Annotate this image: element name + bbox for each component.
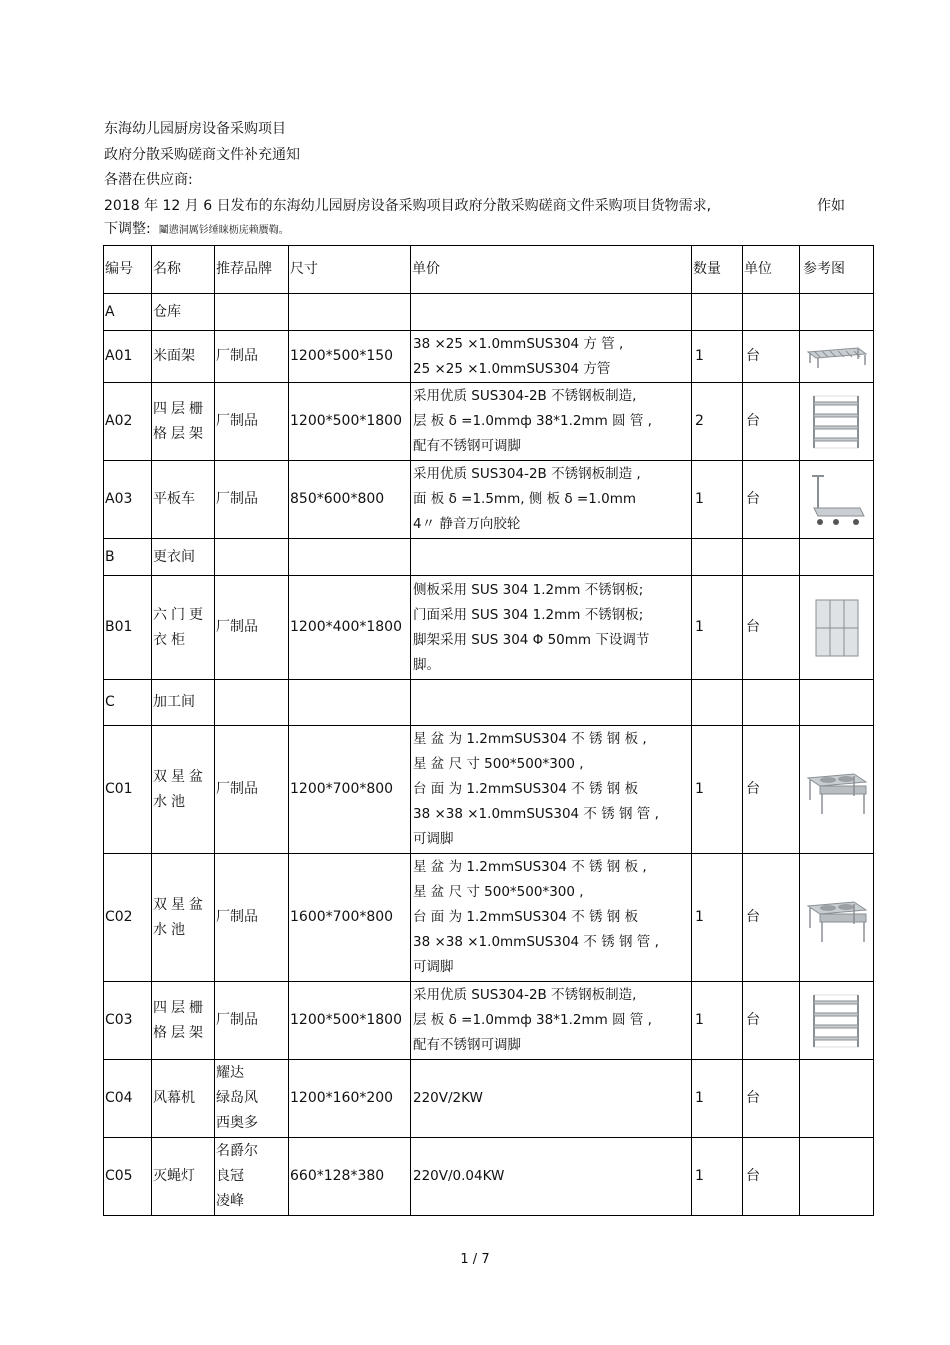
desc-line: 采用优质 SUS304-2B 不锈钢板制造, [413, 388, 637, 404]
cell-desc [411, 383, 692, 461]
table-header-row [104, 246, 874, 294]
desc-line: 可调脚 [413, 959, 454, 975]
cell-brand: 厂制品 [215, 982, 289, 1060]
page-number: 1 / 7 [460, 1252, 490, 1267]
desc-line: 层 板 δ =1.0mmф 38*1.2mm 圆 管 , [413, 1012, 652, 1028]
cell-qty: 1 [692, 331, 743, 383]
cell-desc [411, 1138, 692, 1216]
cell-id: C05 [104, 1138, 152, 1216]
cell-unit: 台 [743, 331, 800, 383]
cell-unit: 台 [743, 1138, 800, 1216]
desc-line: 脚架采用 SUS 304 Φ 50mm 下设调节 [413, 631, 650, 648]
cell-id: C04 [104, 1060, 152, 1138]
desc-line: 星 盆 尺 寸 500*500*300 , [413, 884, 584, 900]
cell-unit: 台 [743, 461, 800, 539]
desc-line: 侧板采用 SUS 304 1.2mm 不锈钢板; [413, 581, 644, 598]
cell-image [800, 982, 874, 1060]
cell-unit: 台 [743, 576, 800, 680]
cell-brand: 厂制品 [215, 854, 289, 982]
desc-line: 38 ×38 ×1.0mmSUS304 不 锈 钢 管 , [413, 806, 659, 822]
cell-image [800, 383, 874, 461]
cell-qty: 1 [692, 576, 743, 680]
header-cell: 名称 [152, 246, 215, 294]
cell-image [800, 1060, 874, 1138]
cell-unit: 台 [743, 1060, 800, 1138]
cell-id: C03 [104, 982, 152, 1060]
cell-qty: 2 [692, 383, 743, 461]
desc-line: 配有不锈钢可调脚 [413, 1037, 521, 1053]
table-row [104, 982, 874, 1060]
cell-qty: 1 [692, 1138, 743, 1216]
table-row [104, 294, 874, 331]
desc-line: 采用优质 SUS304-2B 不锈钢板制造, [413, 987, 637, 1003]
cell-qty: 1 [692, 726, 743, 854]
cell-desc [411, 680, 692, 726]
cell-size: 1200*500*1800 [289, 383, 411, 461]
cell-size: 1200*700*800 [289, 726, 411, 854]
cell-name: 双星盆水池 [152, 726, 215, 854]
cell-name: 仓库 [152, 294, 215, 331]
cell-unit: 台 [743, 982, 800, 1060]
cell-desc [411, 539, 692, 576]
cell-brand [215, 294, 289, 331]
shelf-icon [806, 392, 868, 452]
cell-desc [411, 331, 692, 383]
desc-line: 星 盆 为 1.2mmSUS304 不 锈 钢 板 , [413, 731, 647, 747]
cell-name: 风幕机 [152, 1060, 215, 1138]
cell-brand [215, 680, 289, 726]
cart-icon [806, 470, 868, 530]
table-row [104, 461, 874, 539]
cell-name: 平板车 [152, 461, 215, 539]
cell-size [289, 294, 411, 331]
cell-unit [743, 539, 800, 576]
desc-line: 门面采用 SUS 304 1.2mm 不锈钢板; [413, 606, 644, 623]
doc-title: 东海幼儿园厨房设备采购项目 [104, 121, 286, 137]
header-cell: 单价 [411, 246, 692, 294]
cell-name: 灭蝇灯 [152, 1138, 215, 1216]
cell-name: 双星盆水池 [152, 854, 215, 982]
cell-name: 加工间 [152, 680, 215, 726]
notice-text [104, 196, 848, 216]
cell-desc [411, 726, 692, 854]
sink-icon [806, 888, 868, 948]
desc-line: 25 ×25 ×1.0mmSUS304 方管 [413, 360, 611, 377]
cell-qty: 1 [692, 1060, 743, 1138]
cell-id: A01 [104, 331, 152, 383]
cell-image [800, 726, 874, 854]
cell-id: A [104, 294, 152, 331]
cell-size: 660*128*380 [289, 1138, 411, 1216]
desc-line: 台 面 为 1.2mmSUS304 不 锈 钢 板 [413, 781, 639, 797]
cell-image [800, 294, 874, 331]
cell-name: 六门更衣柜 [152, 576, 215, 680]
desc-line: 配有不锈钢可调脚 [413, 438, 521, 454]
desc-line: 220V/2KW [413, 1090, 483, 1106]
cell-image [800, 331, 874, 383]
notice-tail: 作如 [817, 198, 845, 214]
desc-line: 面 板 δ =1.5mm, 侧 板 δ =1.0mm [413, 491, 637, 507]
cell-brand: 名爵尔 良冠 凌峰 [215, 1138, 289, 1216]
cell-desc [411, 294, 692, 331]
table-row [104, 680, 874, 726]
cell-size: 1200*160*200 [289, 1060, 411, 1138]
desc-line: 采用优质 SUS304-2B 不锈钢板制造 , [413, 466, 641, 482]
cell-size: 1200*500*150 [289, 331, 411, 383]
cell-desc [411, 576, 692, 680]
table-row [104, 726, 874, 854]
desc-line: 可调脚 [413, 831, 454, 847]
cell-desc [411, 854, 692, 982]
table-row [104, 576, 874, 680]
table-row [104, 331, 874, 383]
desc-line: 38 ×25 ×1.0mmSUS304 方 管 , [413, 335, 624, 352]
notice-main: 2018 年 12 月 6 日发布的东海幼儿园厨房设备采购项目政府分散采购磋商文件采购项目货物需求, [104, 198, 712, 214]
cell-desc [411, 1060, 692, 1138]
desc-line: 脚。 [413, 656, 440, 673]
cell-unit: 台 [743, 726, 800, 854]
desc-line: 38 ×38 ×1.0mmSUS304 不 锈 钢 管 , [413, 934, 659, 950]
cell-image [800, 1138, 874, 1216]
header-cell: 单位 [743, 246, 800, 294]
shelf-icon [806, 991, 868, 1051]
cell-brand: 厂制品 [215, 576, 289, 680]
table-row [104, 1060, 874, 1138]
cell-qty [692, 294, 743, 331]
cell-id: A03 [104, 461, 152, 539]
desc-line: 星 盆 尺 寸 500*500*300 , [413, 756, 584, 772]
cell-unit: 台 [743, 383, 800, 461]
garbled-note: 鬮懑洞厲钐缍睐枥庑赖贋鞫。 [158, 225, 289, 236]
cell-brand: 厂制品 [215, 461, 289, 539]
cell-desc [411, 461, 692, 539]
cell-name: 四层栅格层架 [152, 383, 215, 461]
header-cell: 编号 [104, 246, 152, 294]
cell-id: B [104, 539, 152, 576]
cell-image [800, 854, 874, 982]
locker-icon [806, 598, 868, 658]
notice-line5: 下调整: [104, 221, 151, 237]
cell-id: C [104, 680, 152, 726]
cell-id: C01 [104, 726, 152, 854]
cell-size [289, 680, 411, 726]
desc-line: 星 盆 为 1.2mmSUS304 不 锈 钢 板 , [413, 859, 647, 875]
sink-icon [806, 760, 868, 820]
cell-unit: 台 [743, 854, 800, 982]
cell-brand: 耀达 绿岛风 西奥多 [215, 1060, 289, 1138]
cell-name: 更衣间 [152, 539, 215, 576]
cell-qty: 1 [692, 461, 743, 539]
desc-line: 220V/0.04KW [413, 1168, 505, 1184]
desc-line: 台 面 为 1.2mmSUS304 不 锈 钢 板 [413, 909, 639, 925]
cell-image [800, 539, 874, 576]
cell-size [289, 539, 411, 576]
notice-continued [104, 219, 289, 241]
table-row [104, 383, 874, 461]
cell-size: 1200*500*1800 [289, 982, 411, 1060]
cell-desc [411, 982, 692, 1060]
desc-line: 4〃 静音万向胶轮 [413, 516, 521, 532]
table-row [104, 539, 874, 576]
cell-id: C02 [104, 854, 152, 982]
cell-brand: 厂制品 [215, 726, 289, 854]
cell-unit [743, 680, 800, 726]
cell-id: A02 [104, 383, 152, 461]
header-cell: 推荐品牌 [215, 246, 289, 294]
salutation: 各潜在供应商: [104, 172, 193, 188]
header-cell: 数量 [692, 246, 743, 294]
equipment-table [103, 245, 874, 1216]
cell-name: 四层栅格层架 [152, 982, 215, 1060]
cell-qty: 1 [692, 982, 743, 1060]
desc-line: 层 板 δ =1.0mmф 38*1.2mm 圆 管 , [413, 413, 652, 429]
cell-qty [692, 680, 743, 726]
cell-size: 1600*700*800 [289, 854, 411, 982]
cell-image [800, 576, 874, 680]
cell-brand: 厂制品 [215, 331, 289, 383]
rack-flat-icon [806, 342, 868, 372]
cell-size: 850*600*800 [289, 461, 411, 539]
doc-subtitle: 政府分散采购磋商文件补充通知 [104, 147, 300, 163]
cell-name: 米面架 [152, 331, 215, 383]
cell-image [800, 461, 874, 539]
table-row [104, 1138, 874, 1216]
cell-brand: 厂制品 [215, 383, 289, 461]
header-cell: 尺寸 [289, 246, 411, 294]
cell-id: B01 [104, 576, 152, 680]
cell-qty [692, 539, 743, 576]
header-cell: 参考图 [800, 246, 874, 294]
cell-image [800, 680, 874, 726]
cell-size: 1200*400*1800 [289, 576, 411, 680]
cell-brand [215, 539, 289, 576]
table-row [104, 854, 874, 982]
cell-unit [743, 294, 800, 331]
cell-qty: 1 [692, 854, 743, 982]
